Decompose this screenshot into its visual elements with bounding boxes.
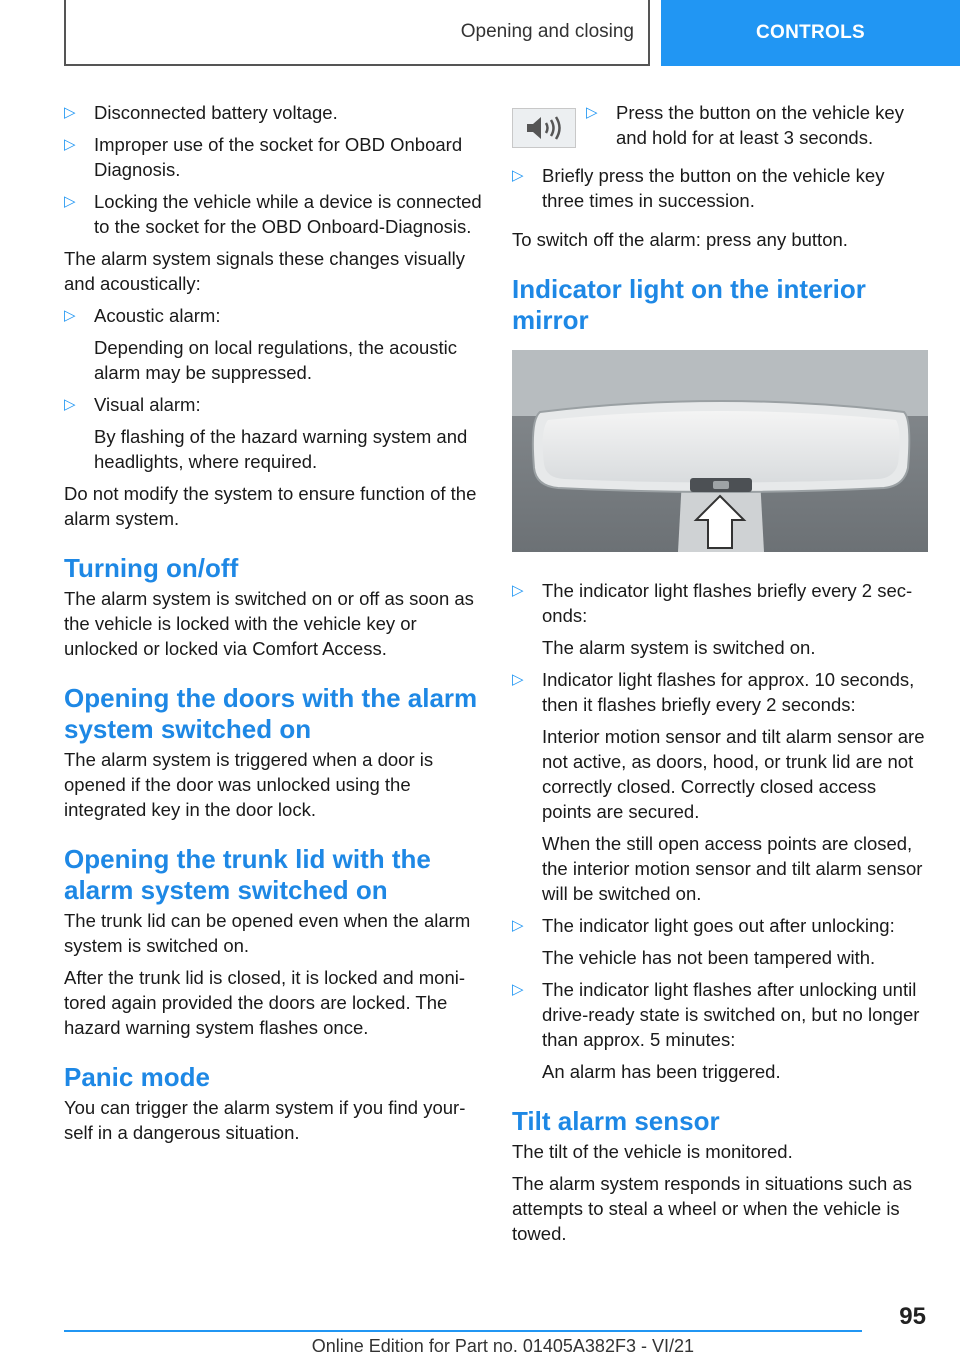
heading-indicator-light: Indicator light on the interior mirror [512, 274, 866, 335]
list-item: ▷ Locking the vehicle while a device is connected to the socket for the OBD Onboard-Diagnosis. [64, 191, 482, 237]
heading-tilt-alarm: Tilt alarm sensor [512, 1106, 720, 1136]
list-item: ▷ Briefly press the button on the vehicle key three times in succession. [512, 165, 885, 211]
triangle-right-icon: ▷ [512, 917, 524, 934]
triangle-right-icon: ▷ [64, 193, 76, 210]
triangle-right-icon: ▷ [512, 671, 524, 688]
list-item-visual: ▷ Visual alarm: By flashing of the hazard warning system and headlights, where required. [64, 394, 468, 472]
paragraph-trunk-2: After the trunk lid is closed, it is locked and monitored again provided the doors are locked. The hazard warning system flashes once. [64, 967, 466, 1038]
list-item: ▷ Improper use of the socket for OBD Onboard Diagnosis. [64, 134, 463, 180]
list-item-acoustic: ▷ Acoustic alarm: Depending on local regulations, the acoustic alarm may be suppressed. [64, 305, 458, 383]
list-item: ▷ Indicator light flashes for approx. 10 seconds, then it flashes briefly every 2 seconds: Interior motion sensor and tilt alarm sensor are not active, as doors, hood, or trunk lid are not correctly closed. Correctly closed access points are secured. When the still open access points are closed, the interior motion sensor and tilt alarm sensor will be switched on. [512, 669, 925, 904]
chapter-title: CONTROLS [755, 22, 865, 43]
interior-mirror-image [512, 350, 928, 552]
paragraph-panic: You can trigger the alarm system if you find yourself in a dangerous situation. [64, 1097, 466, 1143]
list-item: ▷ Press the button on the vehicle key and hold for at least 3 seconds. [586, 102, 904, 148]
paragraph-doors: The alarm system is triggered when a door is opened if the door was unlocked using the integrated key in the door lock. [64, 749, 434, 820]
triangle-right-icon: ▷ [512, 582, 524, 599]
list-item: ▷ The indicator light flashes briefly every 2 seconds: The alarm system is switched on. [512, 580, 913, 658]
list-item: ▷ Disconnected battery voltage. [64, 102, 338, 123]
triangle-right-icon: ▷ [64, 136, 76, 153]
triangle-right-icon: ▷ [512, 167, 524, 184]
triangle-right-icon: ▷ [64, 307, 76, 324]
running-header-section [64, 0, 650, 66]
triangle-right-icon: ▷ [64, 104, 76, 121]
paragraph-modify: Do not modify the system to ensure function of the alarm system. [64, 483, 477, 529]
chapter-tab[interactable] [661, 0, 960, 66]
list-item: ▷ The indicator light flashes after unlocking until drive-ready state is switched on, but no longer than approx. 5 minutes: An alarm has been triggered. [512, 979, 920, 1082]
heading-turning-on-off: Turning on/off [64, 553, 239, 583]
paragraph-switch-off: To switch off the alarm: press any button. [512, 229, 848, 250]
triangle-right-icon: ▷ [586, 104, 598, 121]
paragraph-tilt-1: The tilt of the vehicle is monitored. [512, 1141, 793, 1162]
left-column [64, 100, 482, 1152]
list-item: ▷ The indicator light goes out after unlocking: The vehicle has not been tampered with. [512, 915, 895, 968]
footer-divider [64, 1330, 862, 1332]
paragraph-tilt-2: The alarm system responds in situations such as attempts to steal a wheel or when the vehicle is towed. [512, 1173, 912, 1244]
page-number: 95 [899, 1303, 926, 1330]
heading-panic-mode: Panic mode [64, 1062, 210, 1092]
edition-footer: Online Edition for Part no. 01405A382F3 - VI/21 [311, 1336, 694, 1356]
paragraph-onoff: The alarm system is switched on or off as soon as the vehicle is locked with the vehicle key or unlocked or locked via Comfort Access. [64, 588, 474, 659]
paragraph-signals: The alarm system signals these changes visually and acoustically: [64, 248, 466, 294]
heading-opening-trunk: Opening the trunk lid with the alarm system switched on [64, 844, 431, 905]
panic-instructions [512, 100, 928, 157]
right-column [512, 100, 928, 1253]
section-title: Opening and closing [460, 21, 634, 42]
triangle-right-icon: ▷ [512, 981, 524, 998]
paragraph-trunk-1: The trunk lid can be opened even when the alarm system is switched on. [64, 910, 471, 956]
triangle-right-icon: ▷ [64, 396, 76, 413]
heading-opening-doors: Opening the doors with the alarm system switched on [64, 683, 478, 744]
speaker-alarm-icon [512, 108, 576, 148]
